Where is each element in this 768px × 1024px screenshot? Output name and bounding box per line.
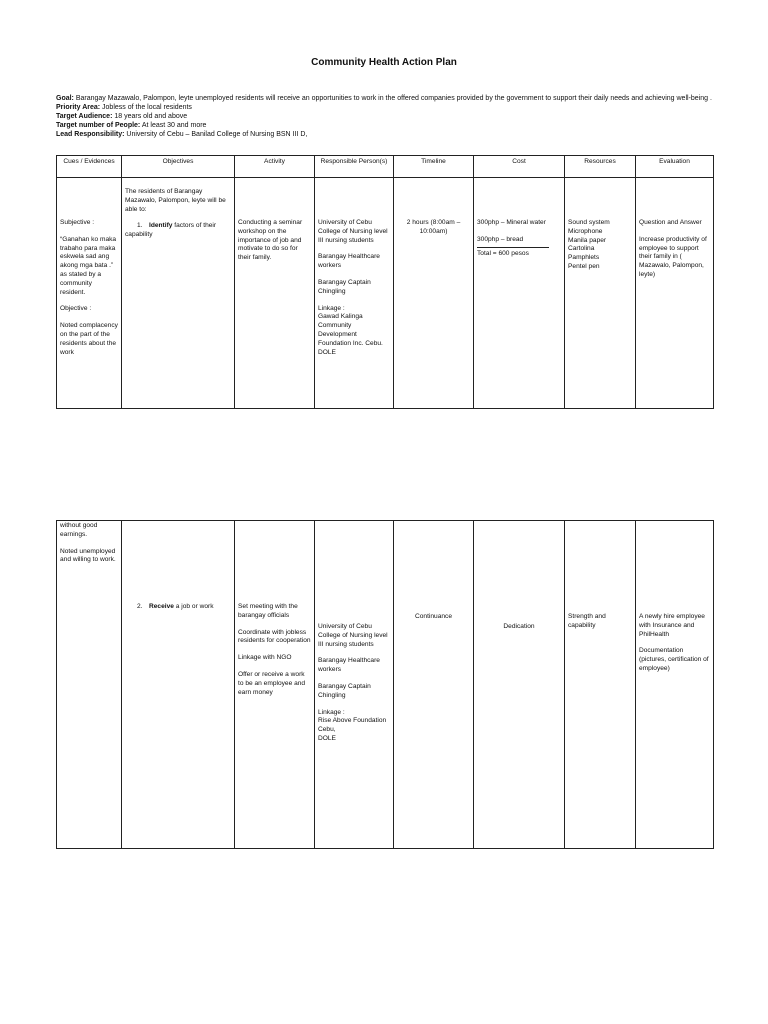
plan-meta xyxy=(56,94,712,139)
activity-cell: Set meeting with the barangay officials Coordinate with jobless residents for cooperation Linkage with NGO Offer or receive a work to be an employee and earn money xyxy=(235,521,315,849)
header-evaluation: Evaluation xyxy=(636,156,714,178)
evaluation-cell: Question and Answer Increase productivity of employee to support their family in ( Mazawalo, Palompon, leyte) xyxy=(636,178,714,409)
header-responsible: Responsible Person(s) xyxy=(315,156,394,178)
cost-cell: 300php – Mineral water 300php – bread Total = 600 pesos xyxy=(474,178,565,409)
timeline-cell: 2 hours (8:00am – 10:00am) xyxy=(394,178,474,409)
action-plan-table-page-1 xyxy=(56,155,714,409)
meta-lead-responsibility: Lead Responsibility: University of Cebu – Banilad College of Nursing BSN III D, xyxy=(56,131,308,138)
responsible-cell: University of Cebu College of Nursing level III nursing students Barangay Healthcare workers Barangay Captain Chingling Linkage : Gawad Kalinga Community Development Foundation Inc. Cebu. DOLE xyxy=(315,178,394,409)
table-row xyxy=(57,178,714,409)
evaluation-cell: A newly hire employee with Insurance and PhilHealth Documentation (pictures, certification of employee) xyxy=(636,521,714,849)
page-title: Community Health Action Plan xyxy=(311,57,457,68)
table-header-row xyxy=(57,156,714,178)
cues-cell: Subjective : “Ganahan ko maka trabaho para maka eskwela sad ang akong mga bata .” as stated by a community resident. Objective : Noted complacency on the part of the residents about the work xyxy=(57,178,122,409)
resources-cell: Sound system Microphone Manila paper Cartolina Pamphlets Pentel pen xyxy=(565,178,636,409)
header-cost: Cost xyxy=(474,156,565,178)
objective-item: 1. Identify factors of their capability xyxy=(125,222,217,239)
cost-cell: Dedication xyxy=(474,521,565,849)
timeline-cell: Continuance xyxy=(394,521,474,849)
resources-cell: Strength and capability xyxy=(565,521,636,849)
action-plan-table-page-2 xyxy=(56,520,714,849)
activity-cell: Conducting a seminar workshop on the importance of job and motivate to do so for their family. xyxy=(235,178,315,409)
responsible-cell: University of Cebu College of Nursing level III nursing students Barangay Healthcare workers Barangay Captain Chingling Linkage : Rise Above Foundation Cebu, DOLE xyxy=(315,521,394,849)
table-row xyxy=(57,521,714,849)
meta-priority-area: Priority Area: Jobless of the local residents xyxy=(56,104,192,111)
meta-goal: Goal: Barangay Mazawalo, Palompon, leyte unemployed residents will receive an opportunities to work in the offered companies provided by the government to support their daily needs and achieving well-being . xyxy=(56,95,712,102)
header-objectives: Objectives xyxy=(122,156,235,178)
header-timeline: Timeline xyxy=(394,156,474,178)
objective-item: 2. Receive a job or work xyxy=(137,603,214,610)
meta-target-number: Target number of People: At least 30 and more xyxy=(56,122,207,129)
header-resources: Resources xyxy=(565,156,636,178)
meta-target-audience: Target Audience: 18 years old and above xyxy=(56,113,188,120)
header-activity: Activity xyxy=(235,156,315,178)
cost-total-rule xyxy=(477,247,549,248)
objectives-cell xyxy=(122,521,235,849)
objectives-cell: The residents of Barangay Mazawalo, Palompon, leyte will be able to: 1. Identify factors of their capability xyxy=(122,178,235,409)
header-cues: Cues / Evidences xyxy=(57,156,122,178)
cues-cell: without good earnings. Noted unemployed and willing to work. xyxy=(57,521,122,849)
